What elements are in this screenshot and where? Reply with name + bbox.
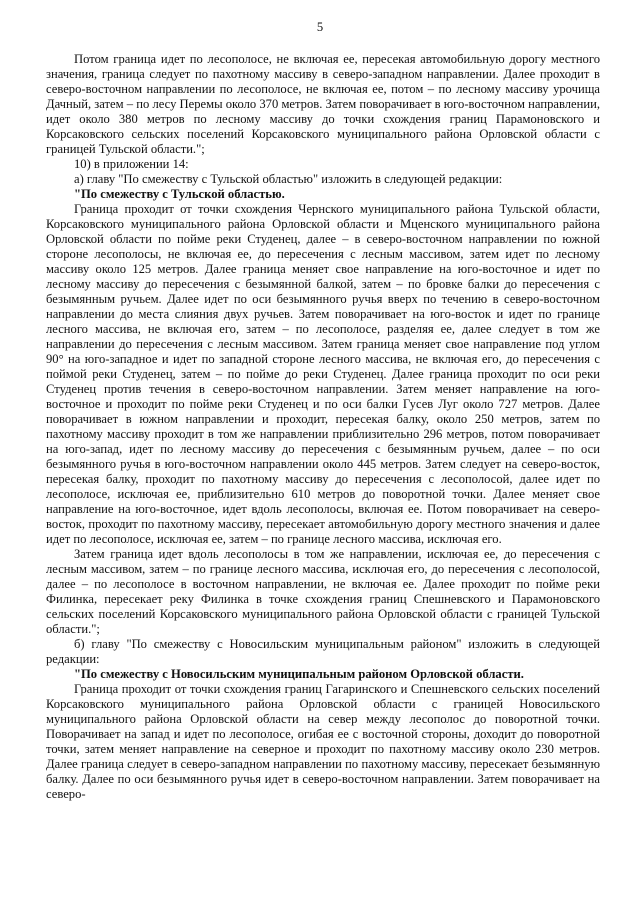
paragraph-1: Потом граница идет по лесополосе, не включая ее, пересекая автомобильную дорогу местного значения, граница следует по пахотному массиву в северо-западном направлении. Далее проходит в северо-восточном направлении по лесополосе, не включая ее, потом – по лесному массиву урочища Дачный, затем – по лесу Перемы около 370 метров. Затем поворачивает в юго-восточном направлении, идет около 380 метров по лесному массиву до точки схождения границ Парамоновского и Корсаковского сельских поселений Корсаковского муниципального района Орловской области с границей Тульской области.";: [46, 52, 600, 156]
document-body: [46, 52, 600, 802]
page-number: 5: [316, 20, 324, 34]
paragraph-7: б) главу "По смежеству с Новосильским муниципальным районом" изложить в следующей редакции:: [46, 637, 600, 666]
paragraph-6: Затем граница идет вдоль лесополосы в том же направлении, исключая ее, до пересечения с лесным массивом, затем – по границе лесного массива, исключая его, до пересечения с лесополосой, далее – по лесополосе в восточном направлении, не включая ее. Далее проходит по пойме реки Филинка, пересекает реку Филинка в точке схождения границ Спешневского и Парамоновского сельских поселений Корсаковского муниципального района Орловской области с границей Тульской области.";: [46, 547, 600, 636]
paragraph-2: 10) в приложении 14:: [74, 157, 189, 171]
paragraph-3: а) главу "По смежеству с Тульской областью" изложить в следующей редакции:: [74, 172, 503, 186]
section-heading-tula: "По смежеству с Тульской областью.: [74, 187, 285, 201]
paragraph-9: Граница проходит от точки схождения границ Гагаринского и Спешневского сельских поселений Корсаковского муниципального района Орловской области с границей Новосильского муниципального района Орловской области на север между лесополос до поворотной точки. Поворачивает на запад и идет по лесополосе, огибая ее с восточной стороны, доходит до поворотной точки, затем меняет направление на северное и проходит по пахотному массиву около 230 метров. Далее граница следует в северо-западном направлении по пахотному массиву, пересекает безымянную балку. Далее по оси безымянного ручья идет в северо-восточном направлении. Затем поворачивает на северо-: [46, 682, 600, 801]
paragraph-5: Граница проходит от точки схождения Чернского муниципального района Тульской области, Корсаковского муниципального района Орловской области и Мценского муниципального района Орловской области по пойме реки Студенец, далее – в северо-восточном направлении по южной стороне лесополосы, не включая ее, до пересечения с лесным массивом, затем идет по лесному массиву около 125 метров. Далее граница меняет свое направление на юго-восточное и идет по лесному массиву до пересечения с безымянной балкой, затем – по бровке балки до пересечения с безымянным ручьем. Далее идет по оси безымянного ручья вверх по течению в северо-восточном направлении до места слияния двух ручьев. Затем поворачивает на юго-восток и идет по границе лесного массива, не включая его, затем – по лесополосе, разделяя ее, далее следует в том же направлении до пересечения с лесным массивом. Затем граница меняет свое направление под углом 90° на юго-западное и идет по западной стороне лесного массива, не включая его, до пересечения с поймой реки Студенец, затем – по пойме до реки Студенец. Далее граница проходит по оси реки Студенец против течения в северо-восточном направлении. Затем меняет направление на юго-восточное и проходит по пойме реки Студенец и по оси балки Гусев Луг около 727 метров. Далее поворачивает в южном направлении и проходит, пересекая балку, около 250 метров, затем по пахотному массиву проходит в том же направлении приблизительно 296 метров, потом поворачивает на юго-запад, идет по лесному массиву до пересечения с безымянным ручьем, далее – по оси безымянного ручья в юго-восточном направлении около 445 метров. Затем следует на северо-восток, пересекая балку, проходит по пахотному массиву до пересечения с лесополосой, далее идет по лесополосе, исключая ее, приблизительно 610 метров до поворотной точки. Далее меняет свое направление на юго-восточное, идет вдоль лесополосы, включая ее. Потом поворачивает на северо-восток, проходит по пахотному массиву, пересекает автомобильную дорогу местного значения и далее идет по лесополосе, исключая ее, затем – по границе лесного массива, исключая его.: [46, 202, 600, 546]
section-heading-novosil: "По смежеству с Новосильским муниципальным районом Орловской области.: [74, 667, 524, 681]
